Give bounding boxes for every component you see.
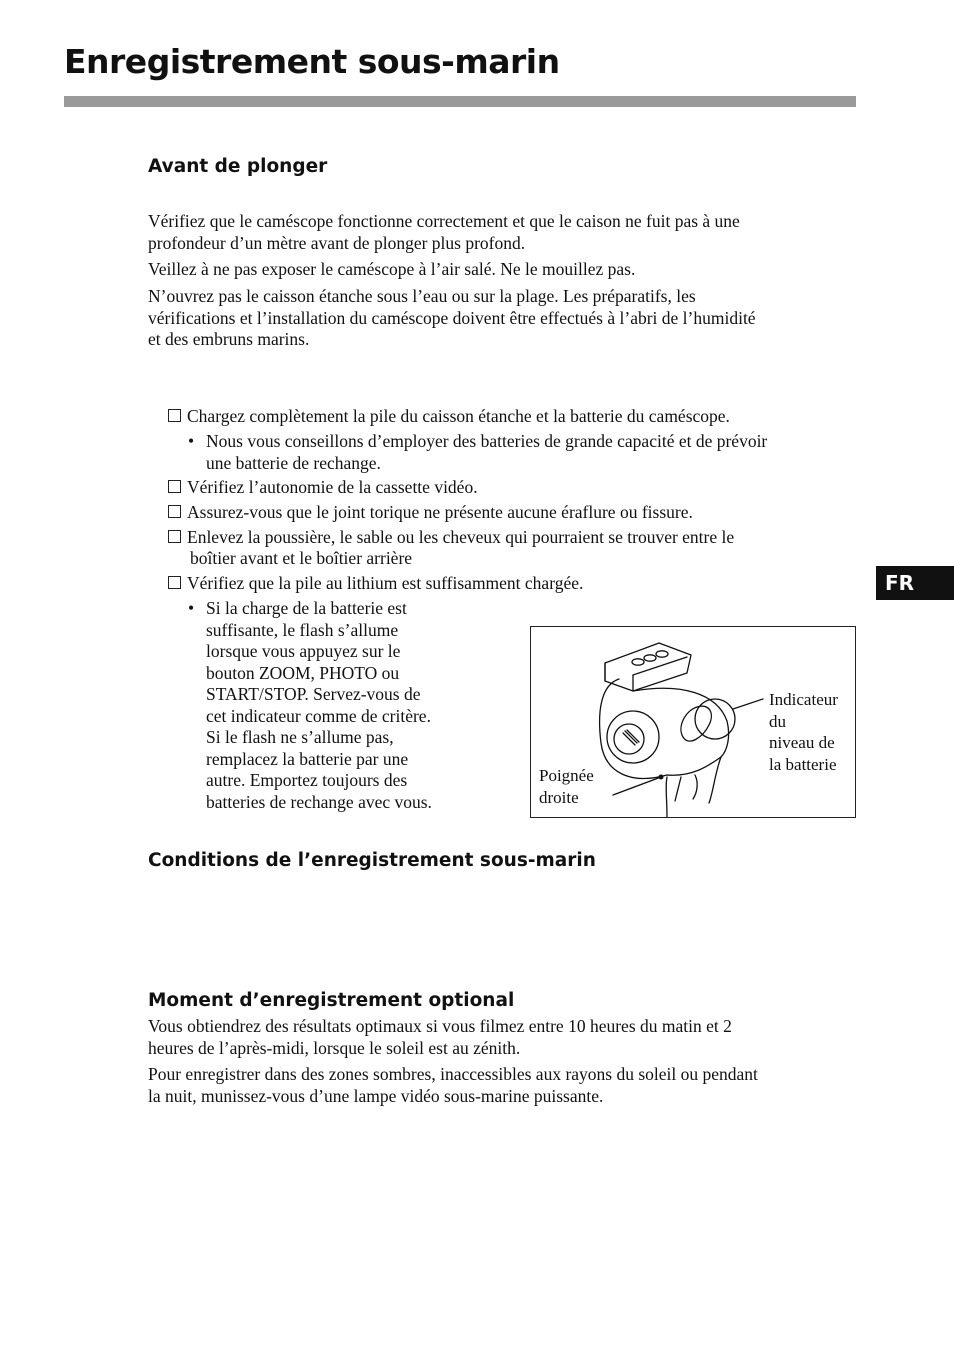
- text-line: niveau de: [769, 733, 835, 752]
- text-line: suffisante, le flash s’allume: [206, 619, 399, 640]
- paragraph-avant-2: Veillez à ne pas exposer le caméscope à l’air salé. Ne le mouillez pas.: [148, 259, 636, 279]
- text-line: la nuit, munissez-vous d’une lampe vidéo sous-marine puissante.: [148, 1085, 604, 1106]
- checklist-item-continuation: boîtier avant et le boîtier arrière: [190, 548, 413, 568]
- checklist-item: [168, 477, 478, 499]
- text-line: droite: [539, 787, 579, 807]
- text-line: Si le flash ne s’allume pas,: [206, 727, 394, 747]
- text-line: du: [769, 711, 786, 731]
- page-title: Enregistrement sous-marin: [64, 42, 560, 81]
- text-line: Poignée: [539, 766, 594, 785]
- text-line: Pour enregistrer dans des zones sombres, inaccessibles aux rayons du soleil ou pendant: [148, 1064, 758, 1084]
- text-line: autre. Emportez toujours des: [206, 770, 408, 790]
- label-right-grip: [539, 765, 594, 808]
- paragraph-moment-1: [148, 1016, 732, 1059]
- checklist-item-label: Assurez-vous que le joint torique ne présente aucune éraflure ou fissure.: [187, 502, 693, 522]
- checkbox-icon: [168, 576, 181, 589]
- text-line: vérifications et l’installation du caméscope doivent être effectués à l’abri de l’humidité: [148, 307, 756, 328]
- checklist-item-label: Chargez complètement la pile du caisson étanche et la batterie du caméscope.: [187, 406, 730, 426]
- paragraph-avant-1: [148, 211, 740, 254]
- checklist-item-label: Enlevez la poussière, le sable ou les cheveux qui pourraient se trouver entre le: [187, 527, 735, 547]
- text-line: cet indicateur comme de critère.: [206, 705, 431, 726]
- bullet-icon: •: [188, 598, 195, 618]
- section-heading-avant: Avant de plonger: [148, 156, 328, 177]
- checklist-item: [168, 527, 734, 549]
- checkbox-icon: [168, 530, 181, 543]
- text-line: Vous obtiendrez des résultats optimaux si vous filmez entre 10 heures du matin et 2: [148, 1016, 732, 1036]
- bullet-text-battery: [206, 598, 432, 813]
- checklist-item-label: Vérifiez l’autonomie de la cassette vidéo.: [187, 477, 478, 497]
- label-battery-indicator: [769, 689, 838, 775]
- text-line: Indicateur: [769, 690, 838, 709]
- checkbox-icon: [168, 409, 181, 422]
- checkbox-icon: [168, 505, 181, 518]
- bullet-icon: •: [188, 431, 195, 451]
- language-tab: FR: [876, 566, 954, 600]
- text-line: batteries de rechange avec vous.: [206, 791, 432, 812]
- checkbox-icon: [168, 480, 181, 493]
- text-line: remplacez la batterie par une: [206, 748, 409, 769]
- bullet-text: Nous vous conseillons d’employer des batteries de grande capacité et de prévoir: [206, 431, 768, 451]
- paragraph-avant-3: [148, 286, 756, 351]
- text-line: la batterie: [769, 754, 837, 774]
- text-line: Si la charge de la batterie est: [206, 598, 407, 618]
- text-line: bouton ZOOM, PHOTO ou: [206, 662, 400, 683]
- text-line: N’ouvrez pas le caisson étanche sous l’eau ou sur la plage. Les préparatifs, les: [148, 286, 696, 306]
- section-heading-moment: Moment d’enregistrement optional: [148, 990, 515, 1011]
- checklist-item: [168, 573, 583, 595]
- bullet-text-continuation: une batterie de rechange.: [206, 453, 381, 473]
- text-line: et des embruns marins.: [148, 329, 310, 349]
- text-line: START/STOP. Servez-vous de: [206, 684, 421, 704]
- checklist-item: [168, 406, 730, 428]
- section-heading-conditions: Conditions de l’enregistrement sous-marin: [148, 850, 596, 871]
- text-line: lorsque vous appuyez sur le: [206, 641, 401, 661]
- bullet-item: [188, 431, 767, 453]
- paragraph-moment-2: [148, 1064, 758, 1107]
- checklist-item: [168, 502, 693, 524]
- title-rule: [64, 96, 856, 107]
- text-line: heures de l’après-midi, lorsque le soleil est au zénith.: [148, 1037, 521, 1058]
- figure-battery-indicator: [530, 626, 856, 818]
- text-line: Vérifiez que le caméscope fonctionne correctement et que le caison ne fuit pas à une: [148, 211, 740, 231]
- text-line: profondeur d’un mètre avant de plonger plus profond.: [148, 232, 526, 253]
- checklist-item-label: Vérifiez que la pile au lithium est suffisamment chargée.: [187, 573, 584, 593]
